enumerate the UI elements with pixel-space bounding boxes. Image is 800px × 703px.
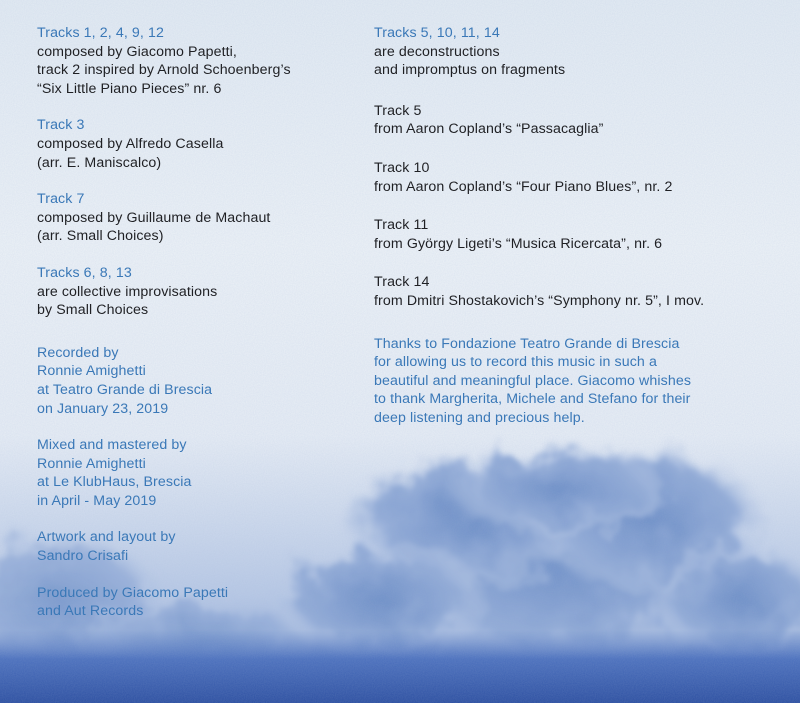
credit-line: (arr. E. Maniscalco) xyxy=(37,154,162,171)
credit-heading: Track 5 xyxy=(374,102,422,119)
credit-line: from György Ligeti’s “Musica Ricercata”, nr. 6 xyxy=(374,235,663,252)
track-5-credit xyxy=(374,102,794,139)
credit-line: and Aut Records xyxy=(37,603,144,620)
mixed-credit xyxy=(37,436,357,510)
track-3-credit xyxy=(37,116,357,172)
tracks-5-10-11-14-credit xyxy=(374,24,794,80)
credit-line: in April - May 2019 xyxy=(37,492,157,509)
artwork-credit xyxy=(37,528,357,565)
credit-line: composed by Giacomo Papetti, xyxy=(37,43,237,60)
tracks-1-2-4-9-12-credit xyxy=(37,24,357,98)
credit-heading: Track 10 xyxy=(374,159,430,176)
credit-line: track 2 inspired by Arnold Schoenberg’s xyxy=(37,62,291,79)
credit-line: Produced by Giacomo Papetti xyxy=(37,584,229,601)
credit-line: at Le KlubHaus, Brescia xyxy=(37,474,192,491)
credit-line: and impromptus on fragments xyxy=(374,62,566,79)
credit-heading: Track 3 xyxy=(37,117,85,134)
produced-credit xyxy=(37,584,357,621)
thanks-line: to thank Margherita, Michele and Stefano for their xyxy=(374,391,691,408)
credit-heading: Track 11 xyxy=(374,217,429,234)
credit-heading: Track 7 xyxy=(37,191,85,208)
thanks-line: beautiful and meaningful place. Giacomo whishes xyxy=(374,372,692,389)
credit-heading: Tracks 6, 8, 13 xyxy=(37,264,132,281)
credit-line: at Teatro Grande di Brescia xyxy=(37,381,213,398)
credit-line: Artwork and layout by xyxy=(37,529,176,546)
thanks-line: deep listening and precious help. xyxy=(374,409,585,426)
credit-heading: Track 14 xyxy=(374,274,430,291)
thanks-line: for allowing us to record this music in such a xyxy=(374,354,657,371)
credit-line: from Aaron Copland’s “Four Piano Blues”, nr. 2 xyxy=(374,178,673,195)
credit-line: Mixed and mastered by xyxy=(37,437,187,454)
credit-line: are deconstructions xyxy=(374,43,500,60)
thanks-line: Thanks to Fondazione Teatro Grande di Brescia xyxy=(374,335,680,352)
credit-line: composed by Alfredo Casella xyxy=(37,135,224,152)
credit-line: Recorded by xyxy=(37,344,119,361)
credit-line: are collective improvisations xyxy=(37,283,218,300)
credit-line: “Six Little Piano Pieces” nr. 6 xyxy=(37,80,222,97)
track-10-credit xyxy=(374,159,794,196)
credits-right-column xyxy=(374,24,794,446)
track-7-credit xyxy=(37,190,357,246)
credit-line: (arr. Small Choices) xyxy=(37,228,164,245)
recorded-credit xyxy=(37,344,357,418)
credit-line: by Small Choices xyxy=(37,302,149,319)
credit-line: on January 23, 2019 xyxy=(37,400,169,417)
tracks-6-8-13-credit xyxy=(37,264,357,320)
credits-left-column xyxy=(37,24,357,639)
credit-heading: Tracks 5, 10, 11, 14 xyxy=(374,25,500,41)
credit-line: Sandro Crisafi xyxy=(37,548,129,565)
track-11-credit xyxy=(374,216,794,253)
credit-line: Ronnie Amighetti xyxy=(37,455,146,472)
track-14-credit xyxy=(374,273,794,310)
credit-line: from Dmitri Shostakovich’s “Symphony nr. 5”, I mov. xyxy=(374,292,705,309)
credit-line: composed by Guillaume de Machaut xyxy=(37,209,271,226)
thanks-paragraph xyxy=(374,335,794,428)
credit-heading: Tracks 1, 2, 4, 9, 12 xyxy=(37,25,164,41)
credit-line: Ronnie Amighetti xyxy=(37,363,146,380)
credit-line: from Aaron Copland’s “Passacaglia” xyxy=(374,121,604,138)
